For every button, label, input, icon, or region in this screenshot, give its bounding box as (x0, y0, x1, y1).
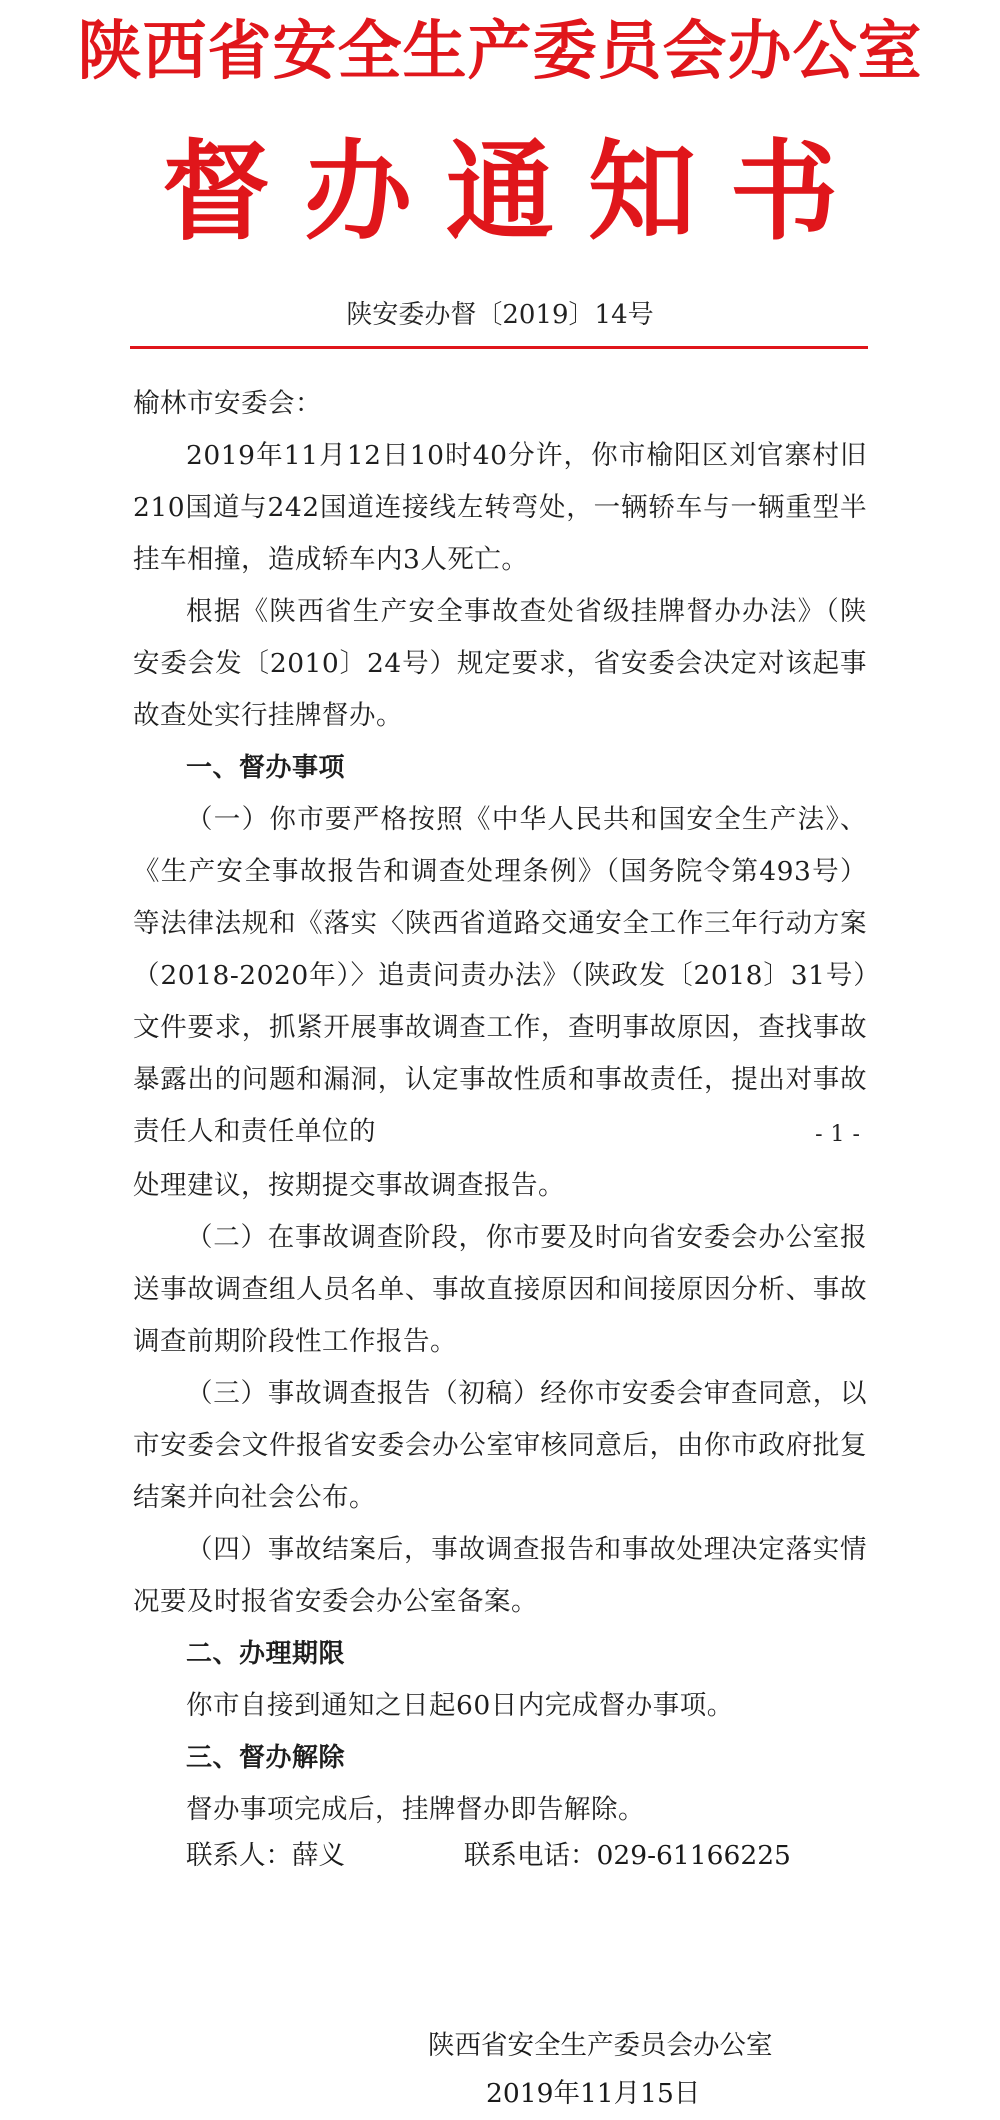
section-1-item-1-continued: 处理建议，按期提交事故调查报告。 (133, 1170, 565, 1201)
section-1-item-2: （二）在事故调查阶段，你市要及时向省安委会办公室报送事故调查组人员名单、事故直接原因和间接原因分析、事故调查前期阶段性工作报告。 (133, 1222, 867, 1357)
addressee: 榆林市安委会： (133, 388, 322, 419)
document-number: 陕安委办督〔2019〕14号 (346, 300, 654, 330)
section-1-item-1: （一）你市要严格按照《中华人民共和国安全生产法》、《生产安全事故报告和调查处理条例》（国务院令第493号）等法律法规和《落实〈陕西省道路交通安全工作三年行动方案（2018-2020年）〉追责问责办法》（陕政发〔2018〕31号）文件要求，抓紧开展事故调查工作，查明事故原因，查找事故暴露出的问题和漏洞，认定事故性质和事故责任，提出对事故责任人和责任单位的 (133, 804, 867, 1147)
issuing-office-title: 陕西省安全生产委员会办公室 (77, 15, 923, 89)
section-heading-2: 二、办理期限 (186, 1639, 346, 1669)
contact-person: 联系人：薛义 (186, 1840, 345, 1871)
signature-date: 2019年11月15日 (486, 2078, 701, 2109)
section-1-item-4: （四）事故结案后，事故调查报告和事故处理决定落实情况要及时报省安委会办公室备案。 (133, 1534, 867, 1617)
document-type-title: 督办通知书 (161, 130, 872, 255)
section-1-item-3: （三）事故调查报告（初稿）经你市安委会审查同意，以市安委会文件报省安委会办公室审核同意后，由你市政府批复结案并向社会公布。 (133, 1378, 867, 1513)
signature-office: 陕西省安全生产委员会办公室 (428, 2030, 773, 2061)
intro-paragraph-2: 根据《陕西省生产安全事故查处省级挂牌督办办法》（陕安委会发〔2010〕24号）规定要求，省安委会决定对该起事故查处实行挂牌督办。 (133, 596, 867, 731)
page-number: -1- (815, 1122, 868, 1147)
contact-phone: 联系电话：029-61166225 (464, 1840, 791, 1871)
section-heading-3: 三、督办解除 (186, 1743, 346, 1773)
section-heading-1: 一、督办事项 (186, 753, 346, 783)
intro-paragraph-1: 2019年11月12日10时40分许，你市榆阳区刘官寨村旧210国道与242国道连接线左转弯处，一辆轿车与一辆重型半挂车相撞，造成轿车内3人死亡。 (133, 440, 867, 575)
letterhead-divider (130, 346, 868, 349)
section-2-item-1: 你市自接到通知之日起60日内完成督办事项。 (186, 1690, 734, 1721)
section-3-item-1: 督办事项完成后，挂牌督办即告解除。 (186, 1794, 645, 1825)
